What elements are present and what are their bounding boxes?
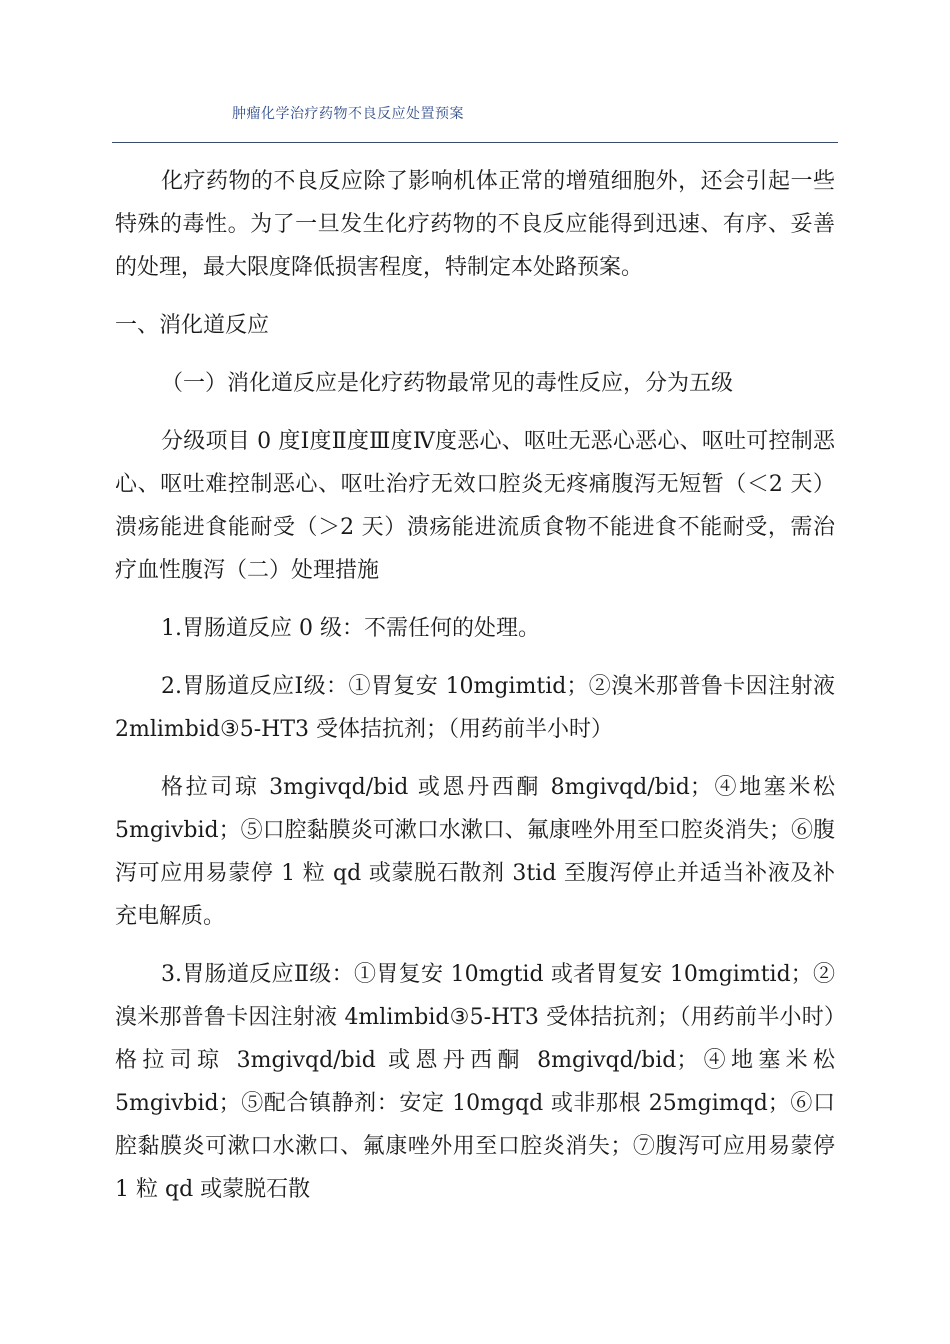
treatment-item-2: 2.胃肠道反应Ⅰ级：①胃复安 10mgimtid；②溴米那普鲁卡因注射液 2mlimbid③5-HT3 受体拮抗剂；（用药前半小时） xyxy=(115,674,835,742)
document-header-title: 肿瘤化学治疗药物不良反应处置预案 xyxy=(232,106,464,122)
grading-paragraph: 分级项目 0 度Ⅰ度Ⅱ度Ⅲ度Ⅳ度恶心、呕吐无恶心恶心、呕吐可控制恶心、呕吐难控制恶心、呕吐治疗无效口腔炎无疼痛腹泻无短暂（＜2 天）溃疡能进食能耐受（＞2 天）溃疡能进流质食物不能进食不能耐受，需治疗血性腹泻（二）处理措施 xyxy=(115,429,835,583)
subsection-heading: （一）消化道反应是化疗药物最常见的毒性反应，分为五级 xyxy=(161,371,734,396)
treatment-item-1: 1.胃肠道反应 0 级：不需任何的处理。 xyxy=(161,616,540,641)
header-divider xyxy=(112,142,838,143)
intro-paragraph: 化疗药物的不良反应除了影响机体正常的增殖细胞外，还会引起一些特殊的毒性。为了一旦发生化疗药物的不良反应能得到迅速、有序、妥善的处理，最大限度降低损害程度，特制定本处路预案。 xyxy=(115,169,835,280)
treatment-item-2-continued: 格拉司琼 3mgivqd/bid 或恩丹西酮 8mgivqd/bid；④地塞米松 5mgivbid；⑤口腔黏膜炎可漱口水漱口、氟康唑外用至口腔炎消失；⑥腹泻可应用易蒙停 1 粒 qd 或蒙脱石散剂 3tid 至腹泻停止并适当补液及补充电解质。 xyxy=(115,775,835,929)
document-body xyxy=(115,160,835,1226)
treatment-item-3: 3.胃肠道反应Ⅱ级：①胃复安 10mgtid 或者胃复安 10mgimtid；②溴米那普鲁卡因注射液 4mlimbid③5-HT3 受体拮抗剂；（用药前半小时）格拉司琼 3mgivqd/bid 或恩丹西酮 8mgivqd/bid；④地塞米松 5mgivbid；⑤配合镇静剂：安定 10mgqd 或非那根 25mgimqd；⑥口腔黏膜炎可漱口水漱口、氟康唑外用至口腔炎消失；⑦腹泻可应用易蒙停 1 粒 qd 或蒙脱石散 xyxy=(115,962,835,1202)
section-heading: 一、消化道反应 xyxy=(115,313,270,338)
